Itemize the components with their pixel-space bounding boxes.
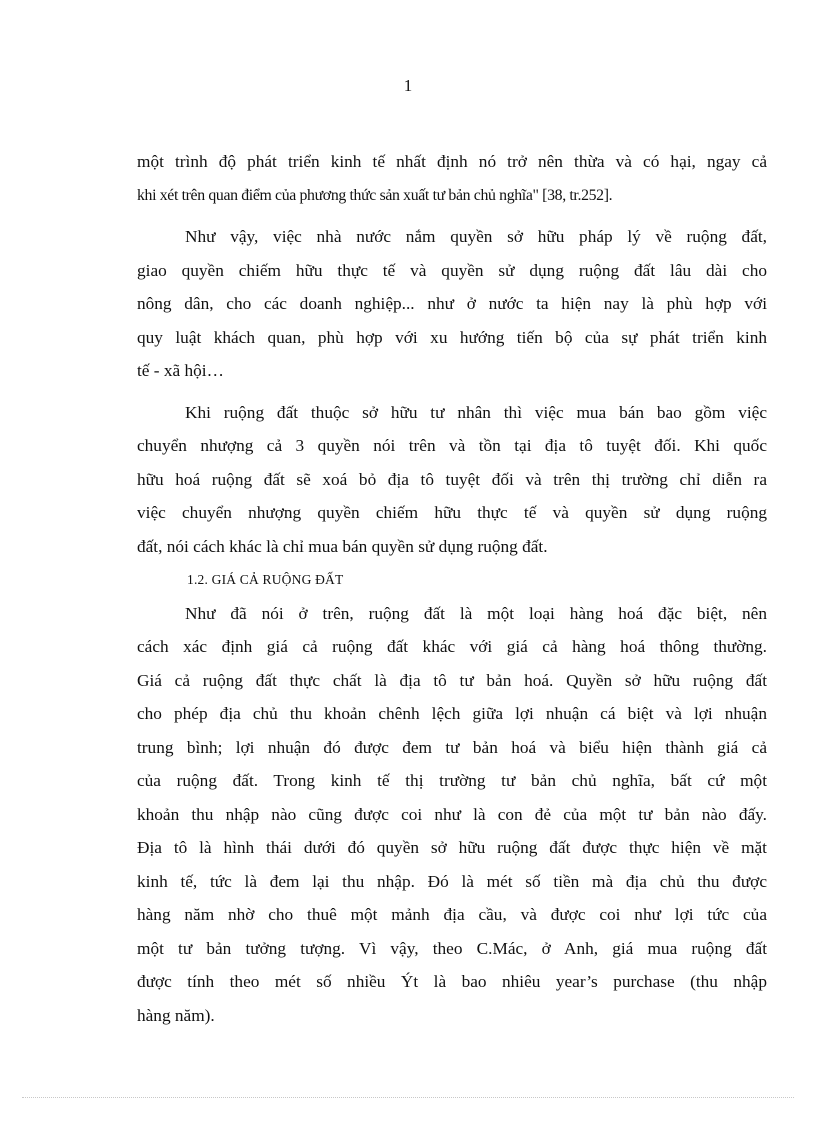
page-number: 1 (403, 76, 413, 95)
paragraph-2 (137, 220, 767, 388)
text-line: được tính theo mét số nhiều Ýt là bao nhiêu year’s purchase (thu nhập (137, 972, 767, 991)
text-line: một trình độ phát triển kinh tế nhất định nó trở nên thừa và có hại, ngay cả (137, 152, 767, 171)
paragraph-1 (137, 145, 767, 212)
text-line: Như vậy, việc nhà nước nắm quyền sở hữu pháp lý về ruộng đất, (185, 227, 767, 246)
text-line: của ruộng đất. Trong kinh tế thị trường tư bản chủ nghĩa, bất cứ một (137, 771, 767, 790)
text-line: cách xác định giá cả ruộng đất khác với giá cả hàng hoá thông thường. (137, 637, 767, 656)
text-line: Khi ruộng đất thuộc sở hữu tư nhân thì việc mua bán bao gồm việc (185, 402, 767, 422)
text-line: Địa tô là hình thái dưới đó quyền sở hữu ruộng đất được thực hiện về mặt (137, 838, 767, 857)
text-line: quy luật khách quan, phù hợp với xu hướng tiến bộ của sự phát triển kinh (137, 327, 767, 347)
page-bottom-rule (22, 1097, 794, 1098)
text-line: nông dân, cho các doanh nghiệp... như ở nước ta hiện nay là phù hợp với (137, 294, 767, 313)
text-line: khi xét trên quan điểm của phương thức sản xuất tư bản chủ nghĩa" [38, tr.252]. (137, 186, 613, 204)
paragraph-4 (137, 597, 767, 1033)
paragraph-3 (137, 396, 767, 564)
text-line: hữu hoá ruộng đất sẽ xoá bỏ địa tô tuyệt đối và trên thị trường chỉ diễn ra (137, 469, 767, 489)
text-line: trung bình; lợi nhuận đó được đem tư bản hoá và biểu hiện thành giá cả (137, 737, 767, 757)
text-line: kinh tế, tức là đem lại thu nhập. Đó là mét số tiền mà địa chủ thu được (137, 871, 767, 891)
text-line: hàng năm). (137, 1005, 215, 1025)
text-line: giao quyền chiếm hữu thực tế và quyền sử dụng ruộng đất lâu dài cho (137, 260, 767, 280)
text-line: cho phép địa chủ thu khoản chênh lệch giữa lợi nhuận cá biệt và lợi nhuận (137, 704, 767, 723)
body-text (137, 145, 767, 1032)
text-line: đất, nói cách khác là chỉ mua bán quyền sử dụng ruộng đất. (137, 536, 548, 556)
text-line: Như đã nói ở trên, ruộng đất là một loại hàng hoá đặc biệt, nên (185, 603, 767, 623)
section-heading: 1.2. GIÁ CẢ RUỘNG ĐẤT (187, 572, 344, 587)
text-line: hàng năm nhờ cho thuê một mảnh địa cầu, và được coi như lợi tức của (137, 905, 767, 924)
text-line: Giá cả ruộng đất thực chất là địa tô tư bản hoá. Quyền sở hữu ruộng đất (137, 670, 767, 690)
text-line: một tư bản tưởng tượng. Vì vậy, theo C.Mác, ở Anh, giá mua ruộng đất (137, 938, 767, 958)
text-line: việc chuyển nhượng quyền chiếm hữu thực tế và quyền sử dụng ruộng (137, 503, 767, 522)
text-line: khoản thu nhập nào cũng được coi như là con đẻ của một tư bản nào đấy. (137, 804, 767, 824)
text-line: chuyển nhượng cả 3 quyền nói trên và tồn tại địa tô tuyệt đối. Khi quốc (137, 436, 767, 455)
text-line: tế - xã hội… (137, 361, 224, 380)
